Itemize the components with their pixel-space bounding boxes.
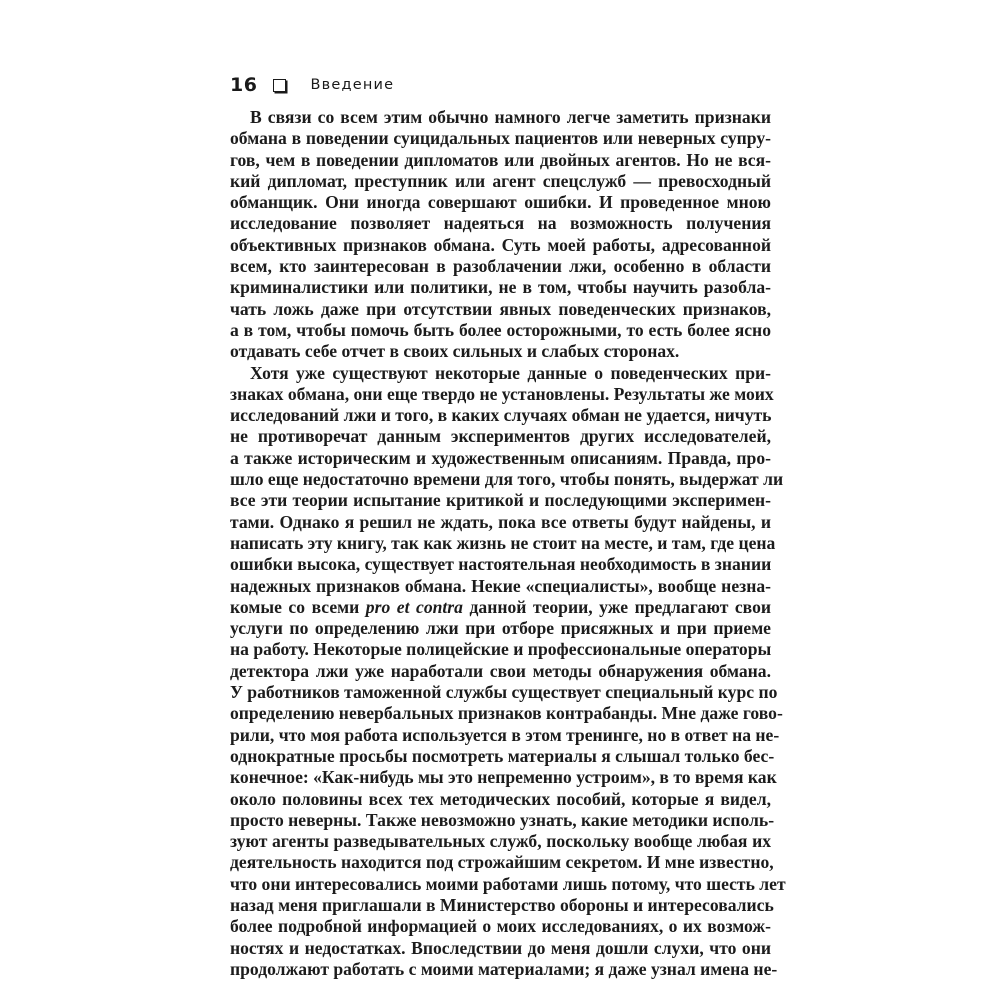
text-line: обмана в поведении суицидальных пациентов или неверных супру- bbox=[230, 128, 771, 149]
text-run: комые со всеми bbox=[230, 596, 366, 617]
text-line: В связи со всем этим обычно намного легче заметить признаки bbox=[250, 107, 771, 127]
square-bullet-icon bbox=[273, 79, 286, 92]
text-line: назад меня приглашали в Министерство обороны и интересовались bbox=[230, 894, 774, 915]
text-line: услуги по определению лжи при отборе присяжных и при приеме bbox=[230, 618, 771, 639]
text-line: криминалистики или политики, не в том, чтобы научить разобла- bbox=[230, 277, 771, 298]
text-line: конечное: «Как-нибудь мы это непременно устроим», в то время как bbox=[230, 767, 777, 788]
text-line: что они интересовались моими работами лишь потому, что шесть лет bbox=[230, 873, 786, 894]
text-line: Хотя уже существуют некоторые данные о поведенческих при- bbox=[250, 362, 771, 383]
text-line: объективных признаков обмана. Суть моей работы, адресованной bbox=[230, 234, 771, 255]
text-line: не противоречат данным экспериментов других исследователей, bbox=[230, 426, 771, 447]
text-line: гов, чем в поведении дипломатов или двойных агентов. Но не вся- bbox=[230, 149, 771, 170]
text-line: обманщик. Они иногда совершают ошибки. И проведенное мною bbox=[230, 192, 771, 213]
text-line: тами. Однако я решил не ждать, пока все ответы будут найдены, и bbox=[230, 511, 771, 532]
text-line: а также историческим и художественным описаниям. Правда, про- bbox=[230, 447, 771, 468]
text-line: продолжают работать с моими материалами; я даже узнал имена не- bbox=[230, 958, 778, 979]
text-line: более подробной информацией о моих исследованиях, о их возмож- bbox=[230, 916, 771, 937]
text-line: кий дипломат, преступник или агент спецслужб — превосходный bbox=[230, 170, 771, 191]
text-line: ностях и недостатках. Впоследствии до меня дошли слухи, что они bbox=[230, 937, 771, 958]
text-line: знаках обмана, они еще твердо не установлены. Результаты же моих bbox=[230, 383, 774, 404]
text-line: зуют агенты разведывательных служб, поскольку вообще любая их bbox=[230, 831, 771, 852]
text-line: шло еще недостаточно времени для того, чтобы понять, выдержат ли bbox=[230, 469, 784, 490]
text-line: однократные просьбы посмотреть материалы я слышал только бес- bbox=[230, 745, 775, 766]
text-line: просто неверны. Также невозможно узнать, какие методики исполь- bbox=[230, 809, 775, 830]
text-line: У работников таможенной службы существует специальный курс по bbox=[230, 682, 778, 703]
text-line: около половины всех тех методических пособий, которые я видел, bbox=[230, 788, 771, 809]
text-line: исследований лжи и того, в каких случаях обман не удается, ничуть bbox=[230, 405, 772, 426]
text-line: исследование позволяет надеяться на возможность получения bbox=[230, 213, 771, 234]
page-number: 16 bbox=[230, 74, 258, 96]
body-text bbox=[230, 107, 786, 980]
italic-phrase: pro et contra bbox=[365, 596, 463, 617]
text-line: ошибки высока, существует настоятельная необходимость в знании bbox=[230, 554, 772, 575]
text-line: на работу. Некоторые полицейские и профессиональные операторы bbox=[230, 639, 772, 660]
text-line: отдавать себе отчет в своих сильных и слабых сторонах. bbox=[230, 341, 680, 362]
paragraph bbox=[230, 107, 771, 363]
running-header bbox=[230, 73, 394, 97]
text-line: рили, что моя работа используется в этом тренинге, но в ответ на не- bbox=[230, 724, 780, 745]
text-line: написать эту книгу, так как жизнь не стоит на месте, и там, где цена bbox=[230, 532, 776, 553]
text-line: детектора лжи уже наработали свои методы обнаружения обмана. bbox=[230, 660, 771, 681]
text-run: данной теории, уже предлагают свои bbox=[462, 596, 771, 617]
text-line: а в том, чтобы помочь быть более осторожными, то есть более ясно bbox=[230, 319, 771, 340]
section-title: Введение bbox=[310, 77, 395, 93]
text-line bbox=[230, 597, 771, 618]
text-line: деятельность находится под строжайшим секретом. И мне известно, bbox=[230, 852, 774, 873]
paragraph bbox=[230, 362, 786, 981]
text-line: надежных признаков обмана. Некие «специалисты», вообще незна- bbox=[230, 575, 771, 596]
text-line: чать ложь даже при отсутствии явных поведенческих признаков, bbox=[230, 298, 771, 319]
text-line: всем, кто заинтересован в разоблачении лжи, особенно в области bbox=[230, 256, 771, 277]
text-line: определению невербальных признаков контрабанды. Мне даже гово- bbox=[230, 703, 783, 724]
text-line: все эти теории испытание критикой и последующими эксперимен- bbox=[230, 490, 771, 511]
